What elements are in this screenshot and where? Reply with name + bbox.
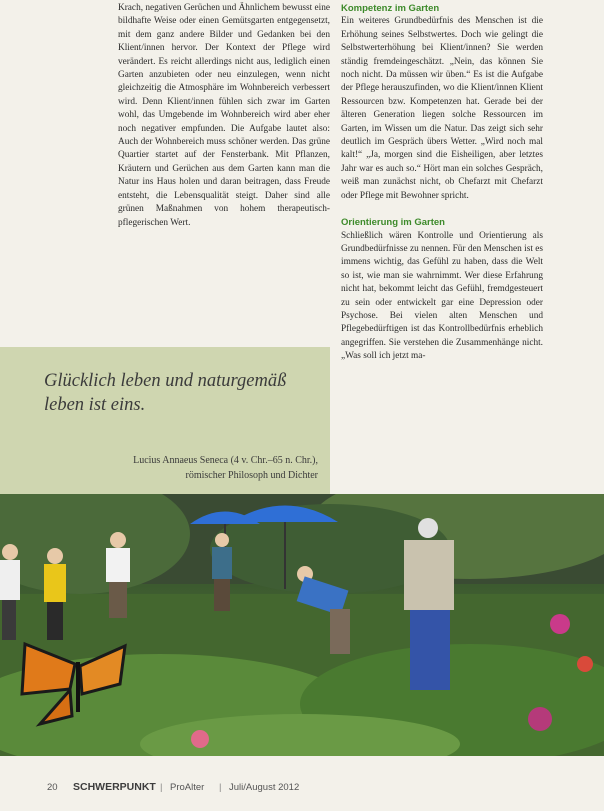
garden-photo — [0, 494, 604, 756]
section-name: SCHWERPUNKT — [73, 781, 156, 793]
flower — [528, 707, 552, 731]
garden-illustration — [0, 494, 604, 756]
person-figure — [404, 518, 454, 690]
footer-separator: | — [160, 782, 163, 793]
quote-author-line: Lucius Annaeus Seneca (4 v. Chr.–65 n. Chr.), — [133, 455, 318, 466]
flower — [550, 614, 570, 634]
body-paragraph: Schließlich wären Kontrolle und Orientierung als Grundbedürfnisse zu nennen. Für den Menschen ist es immens wichtig, das Gefühl zu haben, dass die Welt so ist, wie man sie wahrnimmt. Wer diese Erfahrung nicht hat, bekommt leicht das Gefühl, fremdgesteuert zu sein oder entwickelt gar eine Depression oder Psychose. Bei vielen alten Menschen und Pflegebedürftigen ist das Kontrollbedürfnis erheblich angegriffen. Sie verstehen die Zusammenhänge nicht. „Was soll ich jetzt ma- — [341, 230, 543, 362]
section-heading: Orientierung im Garten — [341, 217, 445, 229]
footer-separator: | — [219, 782, 222, 793]
section-heading: Kompetenz im Garten — [341, 3, 440, 14]
quote-author-line: römischer Philosoph und Dichter — [185, 470, 318, 481]
magazine-name: ProAlter — [170, 782, 205, 793]
page-footer — [0, 778, 604, 800]
body-paragraph: Krach, negativen Gerüchen und Ähnlichem bewusst eine bildhafte Weise oder einen Gemütsgarten entgegensetzt, mit dem ganz andere Bilder und Gedanken bei den Klient/innen hervor. Der Kontext der Pflege wird verändert. Es reicht allerdings nicht aus, lediglich einen Garten anzubieten oder neu einzulegen, wenn nicht gleichzeitig die Atmosphäre im Wohnbereich verbessert wird. Denn Klient/innen fühlen sich zwar im Garten wohl, das Umgebende im Wohnbereich wird aber eher noch negativer empfunden. Die Aufgabe lautet also: Auch der Wohnbereich muss schöner werden. Das grüne Quartier startet auf der Fensterbank. Mit Pflanzen, Kräutern und Gerüchen aus dem Garten kann man die Natur ins Haus holen und daran beitragen, dass Freude entsteht, die Lebensqualität steigt. Daher sind alle grünen Maßnahmen von hohem therapeutisch-pflegerischen Wert. — [118, 3, 330, 228]
quote-author — [58, 453, 318, 483]
right-text-column — [341, 0, 543, 364]
flower — [577, 656, 593, 672]
quote-text: Glücklich leben und naturgemäß leben ist eins. — [44, 371, 287, 415]
left-text-column — [118, 0, 330, 230]
quote-box — [0, 347, 330, 495]
page-number: 20 — [47, 782, 58, 793]
flower — [191, 730, 209, 748]
body-paragraph: Ein weiteres Grundbedürfnis des Menschen ist die Erhöhung seines Selbstwertes. Doch wie gelingt die Selbstwerterhöhung bei Klient/innen? Sie werden ständig fremdeingeschätzt. „Nein, das können Sie noch nicht. Da müssen wir üben.“ Es ist die Aufgabe der Pflege herauszufinden, wo die Klient/innen Klient Ressourcen bzw. Kompetenzen hat. Gerade bei der älteren Generation liegen solche Ressourcen im Garten, im Wissen um die Natur. Das zeigt sich sehr deutlich im Gespräch übers Wetter. „Wird noch mal kalt!“ „Ja, morgen sind die Eisheiligen, aber letztes Jahr war es auch so.“ Hört man ein solches Gespräch, weiß man zunächst nicht, ob Chefarzt mit Chefarzt oder Pflege mit Bewohner spricht. — [341, 16, 543, 201]
issue-date: Juli/August 2012 — [229, 782, 300, 793]
